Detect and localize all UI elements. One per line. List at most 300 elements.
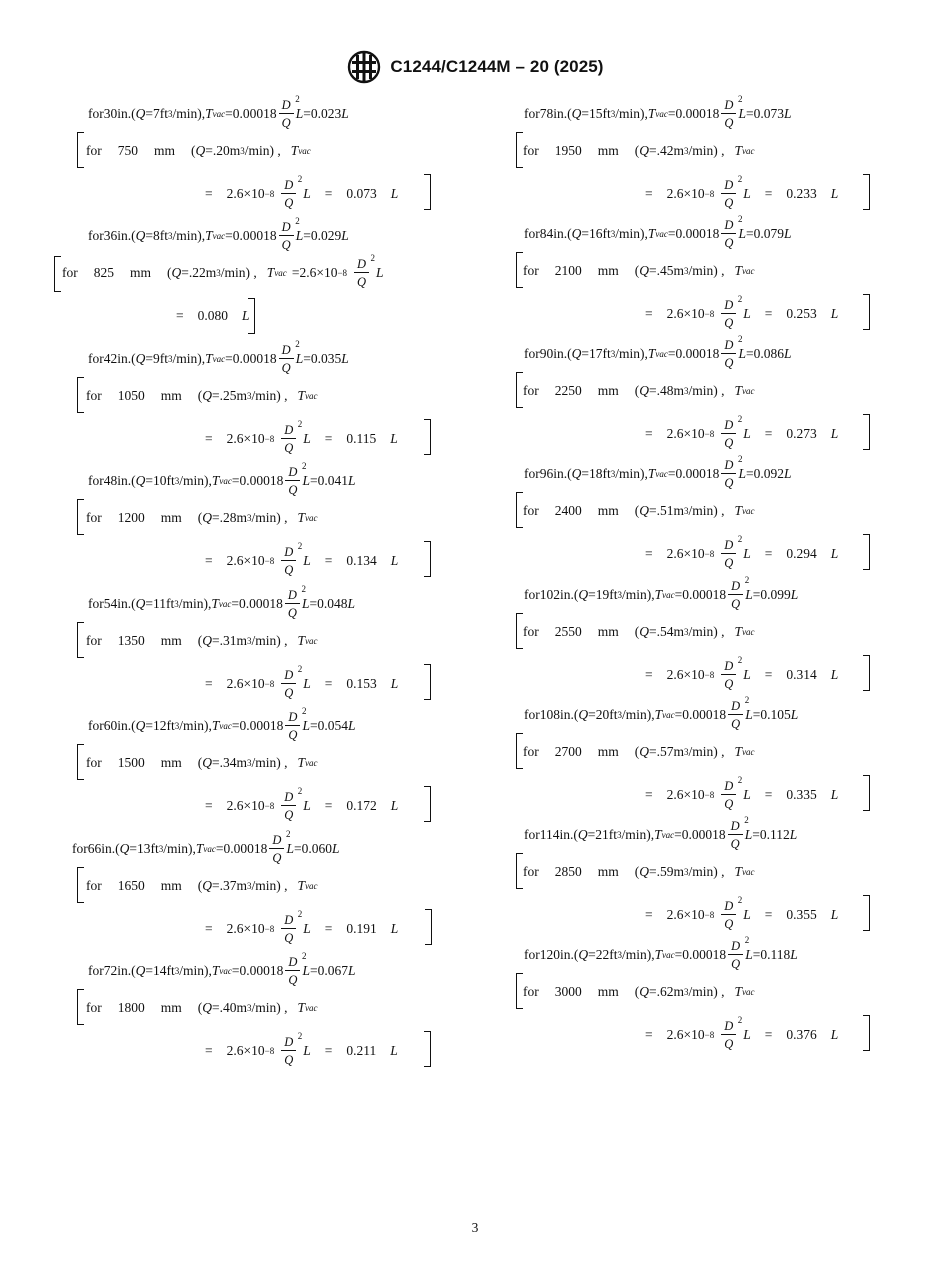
result-mm: 0.294 [786,546,817,561]
mm-exponent: 2 [737,1014,743,1025]
coef-mm: 2.6 [299,265,317,280]
unit-mm: mm [160,510,182,525]
equals-sign: = [645,667,653,682]
equals-sign: = [764,1027,773,1042]
l-symbol: L [745,587,753,602]
result-inch: 0.105 [760,707,791,722]
q-cmm-value: .34 [219,755,237,770]
equation-inch-line: for 120 in. ( Q = 22 ft 3 /min ), T vac = 0.00018 D 2 Q L = 0.118 L [524,934,798,971]
mm-fraction [721,774,743,811]
unit-ft: ft [159,228,169,243]
coef-inch: 0.00018 [232,351,277,366]
mm-value: 1800 [117,1000,145,1015]
result-mm: 0.211 [346,1043,377,1058]
t-symbol: T [734,984,743,999]
inch-exponent: 2 [737,93,743,104]
mm-numerator: D 2 [281,791,296,807]
inch-denominator: Q [272,851,282,865]
unit-per-min: /min [622,707,647,722]
mm-fraction [721,173,743,210]
ten-exponent: −8 [704,189,715,199]
l-symbol: L [790,587,799,602]
q-symbol: Q [571,466,582,481]
q-cfm-value: 8 [153,228,160,243]
unit-m-exponent: 3 [216,268,221,278]
t-subscript: vac [655,229,668,239]
coef-inch: 0.00018 [675,226,720,241]
q-symbol: Q [135,718,146,733]
t-symbol: T [297,388,306,403]
equation-inch-line: for 42 in. ( Q = 9 ft 3 /min ), T vac = 0.00018 D 2 Q L = 0.035 L [88,338,349,375]
unit-mm: mm [160,755,182,770]
mm-denominator: Q [284,686,294,700]
t-symbol: T [654,947,663,962]
q-cmm-value: .51 [656,503,674,518]
left-bracket [516,853,523,889]
equation-entry [0,584,475,704]
inch-fraction [728,814,749,851]
ten-exponent: −8 [264,679,275,689]
inch-numerator: D 2 [728,700,743,716]
coef-mm: 2.6 [666,787,684,802]
right-bracket [424,664,431,700]
t-subscript: vac [203,844,216,854]
unit-ft-exponent: 3 [174,476,180,486]
equation-mm-line: for 1800 mm ( Q = .40 m 3 /min ) , T vac [86,1000,318,1015]
equals-sign: = [205,431,213,446]
word-for: for [524,226,540,241]
q-symbol: Q [639,984,650,999]
equation-inch-line: for 30 in. ( Q = 7 ft 3 /min ), T vac = 0.00018 D 2 Q L = 0.023 L [88,93,349,130]
q-cfm-value: 13 [137,841,151,856]
word-for: for [88,718,104,733]
unit-ft-exponent: 3 [617,950,623,960]
mm-fraction [281,1030,303,1067]
l-symbol: L [303,1043,311,1058]
unit-m: m [236,878,248,893]
ten-exponent: −8 [704,790,715,800]
mm-exponent: 2 [297,663,303,674]
unit-mm: mm [597,624,619,639]
word-for: for [86,388,102,403]
equation-inch-line: for 66 in. ( Q = 13 ft 3 /min ), T vac = 0.00018 D 2 Q L = 0.060 L [72,828,340,865]
right-bracket [424,1031,431,1067]
l-symbol: L [744,827,753,842]
l-symbol: L [376,265,384,280]
inch-exponent: 2 [301,460,307,471]
equals-sign: = [205,676,213,691]
unit-ft: ft [608,827,618,842]
mm-value: 2850 [554,864,582,879]
inch-fraction [721,213,743,250]
coef-inch: 0.00018 [232,106,277,121]
q-cfm-value: 21 [595,827,609,842]
mm-exponent: 2 [370,252,376,263]
l-symbol: L [783,226,792,241]
unit-mm: mm [160,388,182,403]
q-symbol: Q [135,228,146,243]
t-subscript: vac [742,987,755,997]
t-subscript: vac [274,268,287,278]
unit-m-exponent: 3 [247,758,252,768]
q-symbol: Q [578,707,589,722]
mm-denominator: Q [724,1037,734,1051]
l-symbol: L [303,676,311,691]
coef-mm: 2.6 [226,1043,244,1058]
mm-exponent: 2 [297,785,303,796]
word-for: for [523,864,539,879]
q-cfm-value: 16 [589,226,603,241]
result-mm: 0.355 [786,907,817,922]
left-bracket [516,733,523,769]
q-cmm-value: .40 [219,1000,237,1015]
equation-inch-line: for 108 in. ( Q = 20 ft 3 /min ), T vac = 0.00018 D 2 Q L = 0.105 L [524,694,799,731]
equation-entry [475,94,950,214]
equation-inch-line: for 36 in. ( Q = 8 ft 3 /min ), T vac = 0.00018 D 2 Q L = 0.029 L [88,215,349,252]
l-symbol: L [743,907,751,922]
mm-numerator: D 2 [721,1020,736,1036]
q-symbol: Q [202,633,213,648]
equation-mm-line: for 1350 mm ( Q = .31 m 3 /min ) , T vac [86,633,318,648]
unit-ft: ft [602,106,611,121]
equation-mm-result-line [176,294,250,338]
mm-value: 3000 [554,984,582,999]
equation-inch-line: for 96 in. ( Q = 18 ft 3 /min ), T vac = 0.00018 D 2 Q L = 0.092 L [524,453,792,490]
unit-m-exponent: 3 [247,881,252,891]
mm-exponent: 2 [737,774,743,785]
unit-m-exponent: 3 [684,627,689,637]
coef-mm: 2.6 [666,306,684,321]
t-symbol: T [654,707,663,722]
mm-denominator: Q [724,556,734,570]
t-symbol: T [290,143,299,158]
unit-per-min: /min [622,587,647,602]
coef-mm: 2.6 [666,186,684,201]
mm-value: 2400 [554,503,582,518]
inch-value: 84 [539,226,554,241]
l-symbol: L [295,106,304,121]
result-mm: 0.073 [346,186,377,201]
unit-m-exponent: 3 [247,513,252,523]
unit-per-min: /min [688,263,714,278]
document-title: C1244/C1244M – 20 (2025) [390,57,604,76]
equals-sign: = [764,426,773,441]
q-symbol: Q [639,744,650,759]
equals-sign: = [324,186,333,201]
word-for: for [88,351,104,366]
mm-numerator: D 2 [281,424,296,440]
mm-value: 750 [117,143,138,158]
unit-per-min: /min [688,503,714,518]
equals-sign: = [205,1043,213,1058]
l-symbol: L [830,426,839,441]
inch-numerator: D 2 [285,466,300,482]
left-bracket [516,252,523,288]
mm-denominator: Q [284,1053,294,1067]
inch-value: 30 [103,106,118,121]
inch-value: 48 [103,473,118,488]
q-symbol: Q [571,346,582,361]
word-for: for [86,143,102,158]
mm-value: 2250 [554,383,582,398]
l-symbol: L [738,466,746,481]
result-mm: 0.253 [786,306,817,321]
unit-mm: mm [160,633,182,648]
t-symbol: T [297,755,306,770]
ten: 10 [691,306,705,321]
ten: 10 [691,186,705,201]
l-symbol: L [303,553,311,568]
l-symbol: L [295,228,304,243]
ten-exponent: −8 [264,924,275,934]
t-subscript: vac [742,386,755,396]
left-bracket [516,132,523,168]
t-symbol: T [734,864,743,879]
unit-in: in. [117,963,132,978]
unit-ft: ft [602,226,611,241]
inch-exponent: 2 [737,453,743,464]
t-symbol: T [297,1000,306,1015]
unit-mm: mm [130,265,152,280]
mm-denominator: Q [284,563,294,577]
right-bracket [863,655,870,691]
mm-numerator: D 2 [721,780,736,796]
mm-numerator: D 2 [281,914,296,930]
unit-ft: ft [150,841,159,856]
unit-ft-exponent: 3 [168,354,173,364]
l-symbol: L [286,841,294,856]
mm-numerator: D 2 [281,1036,296,1052]
unit-m: m [673,984,685,999]
q-symbol: Q [202,878,213,893]
unit-per-min: /min [251,510,277,525]
mm-numerator: D 2 [281,669,296,685]
inch-value: 90 [539,346,554,361]
unit-m: m [673,143,685,158]
inch-numerator: D 2 [269,834,284,850]
ten: 10 [251,431,265,446]
inch-fraction [279,215,300,252]
inch-denominator: Q [724,356,734,370]
word-for: for [524,106,540,121]
equation-mm-result-line: = 2.6 × 10 −8 D 2 Q L = 0.191 L [205,908,399,945]
q-cmm-value: .37 [219,878,237,893]
unit-in: in. [101,841,116,856]
right-bracket [863,895,870,931]
unit-m-exponent: 3 [684,747,689,757]
equation-entry [0,339,475,459]
t-subscript: vac [655,109,668,119]
l-symbol: L [743,306,751,321]
result-inch: 0.023 [310,106,342,121]
coef-inch: 0.00018 [223,841,268,856]
result-mm: 0.233 [786,186,817,201]
unit-in: in. [117,718,132,733]
inch-exponent: 2 [301,583,306,594]
q-cfm-value: 18 [589,466,603,481]
q-symbol: Q [578,947,589,962]
t-subscript: vac [212,231,226,241]
mm-value: 2550 [554,624,582,639]
word-for: for [88,473,104,488]
unit-mm: mm [160,1000,182,1015]
inch-fraction [285,583,306,620]
equation-mm-result-line: = 2.6 × 10 −8 D 2 Q L = 0.134 L [205,540,399,577]
mm-numerator: D 2 [281,179,296,195]
q-symbol: Q [571,226,582,241]
t-symbol: T [734,503,743,518]
unit-m-exponent: 3 [247,1003,252,1013]
mm-exponent: 2 [297,418,303,429]
coef-inch: 0.00018 [239,473,284,488]
t-subscript: vac [742,747,755,757]
equation-mm-line: for 1950 mm ( Q = .42 m 3 /min ) , T vac [523,143,755,158]
l-symbol: L [830,787,839,802]
coef-inch: 0.00018 [675,106,720,121]
inch-denominator: Q [288,483,298,497]
equation-mm-line: for 750 mm ( Q = .20 m 3 /min ) , T vac [86,143,311,158]
left-bracket [77,499,84,535]
l-symbol: L [331,841,340,856]
unit-ft-exponent: 3 [174,966,180,976]
unit-mm: mm [597,984,619,999]
inch-numerator: D 2 [285,711,300,727]
q-cmm-value: .57 [656,744,674,759]
equation-mm-result-line: = 2.6 × 10 −8 D 2 Q L = 0.314 L [645,654,839,691]
unit-per-min: /min [220,265,246,280]
word-for: for [524,466,540,481]
left-bracket [77,622,84,658]
q-symbol: Q [171,265,182,280]
unit-m: m [236,755,248,770]
q-cfm-value: 9 [153,351,160,366]
unit-m: m [236,1000,248,1015]
equation-mm-line: for 1500 mm ( Q = .34 m 3 /min ) , T vac [86,755,318,770]
t-subscript: vac [305,1003,318,1013]
l-symbol: L [302,473,310,488]
t-subscript: vac [305,881,318,891]
unit-in: in. [553,106,568,121]
unit-mm: mm [597,744,619,759]
l-symbol: L [341,106,349,121]
coef-mm: 2.6 [666,667,684,682]
inch-exponent: 2 [744,814,749,825]
q-cmm-value: .48 [656,383,674,398]
inch-fraction [721,453,743,490]
left-bracket [77,377,84,413]
ten: 10 [691,546,705,561]
result-mm: 0.191 [346,921,377,936]
result-inch: 0.048 [317,596,348,611]
inch-denominator: Q [724,116,734,130]
l-symbol: L [743,186,751,201]
mm-fraction [281,785,303,822]
mm-numerator: D 2 [721,299,736,315]
t-subscript: vac [218,599,232,609]
l-symbol: L [830,1027,839,1042]
q-cfm-value: 20 [595,707,610,722]
q-symbol: Q [202,510,213,525]
q-symbol: Q [119,841,130,856]
equation-entry [475,575,950,695]
coef-inch: 0.00018 [682,707,727,722]
equals-sign: = [764,306,773,321]
word-for: for [524,827,540,842]
t-symbol: T [734,744,743,759]
mm-value: 2100 [554,263,582,278]
coef-inch: 0.00018 [675,466,720,481]
coef-mm: 2.6 [226,921,244,936]
inch-value: 54 [103,596,118,611]
unit-m-exponent: 3 [684,146,689,156]
mm-fraction [281,540,303,577]
ten-exponent: −8 [704,429,715,439]
right-bracket [863,174,870,210]
t-symbol: T [211,473,220,488]
q-symbol: Q [202,388,213,403]
word-for: for [524,346,540,361]
inch-numerator: D 2 [721,339,736,355]
l-symbol: L [790,947,798,962]
inch-fraction [279,338,300,375]
inch-exponent: 2 [295,93,300,104]
unit-per-min: /min [179,473,205,488]
inch-fraction [728,934,750,971]
right-bracket [863,414,870,450]
unit-per-min: /min [251,755,277,770]
t-symbol: T [297,510,306,525]
equation-mm-result-line: = 2.6 × 10 −8 D 2 Q L = 0.355 L [645,894,839,931]
mm-value: 1950 [554,143,582,158]
right-bracket [424,419,431,455]
l-symbol: L [303,431,311,446]
l-symbol: L [783,346,792,361]
q-symbol: Q [639,383,650,398]
result-inch: 0.029 [310,228,342,243]
word-for: for [88,228,104,243]
unit-per-min: /min [688,624,714,639]
mm-fraction [721,894,743,931]
l-symbol: L [745,707,753,722]
unit-in: in. [560,947,574,962]
right-bracket [424,786,431,822]
inch-value: 42 [103,351,118,366]
mm-exponent: 2 [737,173,743,184]
equation-mm-result-line: = 2.6 × 10 −8 D 2 Q L = 0.211 L [205,1030,398,1067]
inch-numerator: D 2 [285,589,300,605]
l-symbol: L [301,596,310,611]
coef-mm: 2.6 [666,426,684,441]
unit-ft-exponent: 3 [158,844,164,854]
unit-per-min: /min [178,596,204,611]
q-cfm-value: 19 [595,587,610,602]
l-symbol: L [341,351,349,366]
result-inch: 0.035 [310,351,342,366]
equation-entry [0,461,475,581]
unit-ft: ft [609,587,618,602]
inch-value: 72 [103,963,118,978]
q-cmm-value: .45 [656,263,674,278]
coef-mm: 2.6 [226,676,244,691]
unit-per-min: /min [163,841,189,856]
equation-mm-result-line: = 2.6 × 10 −8 D 2 Q L = 0.294 L [645,533,839,570]
unit-per-min: /min [621,827,647,842]
mm-numerator: D 2 [721,660,736,676]
t-symbol: T [211,718,220,733]
t-subscript: vac [305,636,318,646]
inch-denominator: Q [288,973,298,987]
q-symbol: Q [135,473,146,488]
